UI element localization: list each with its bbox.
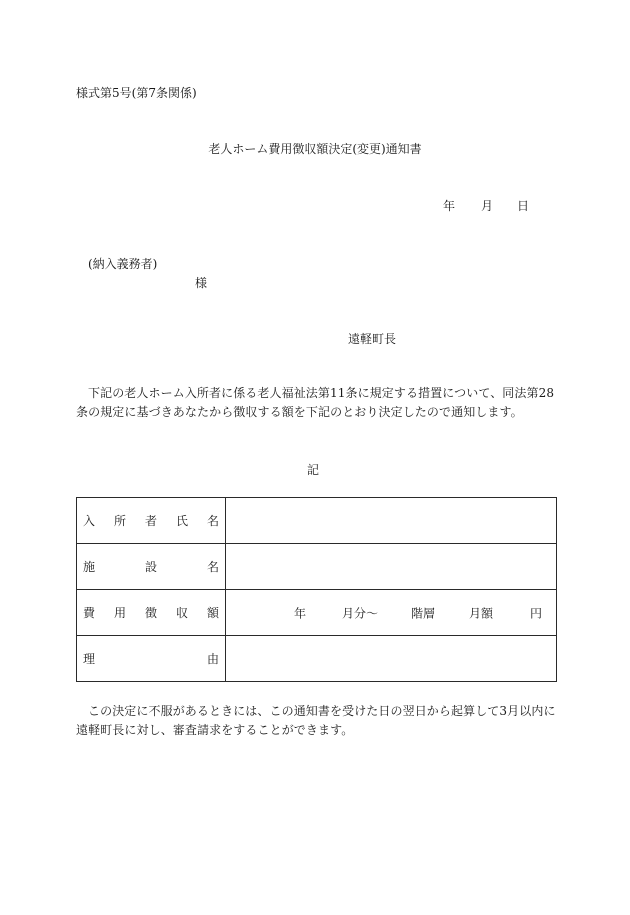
details-table — [76, 497, 557, 682]
label-char: 額 — [206, 606, 219, 620]
label-char: 者 — [144, 514, 157, 528]
label-char: 氏 — [175, 514, 188, 528]
label-char: 入 — [83, 514, 96, 528]
label-char: 名 — [206, 560, 219, 574]
label-char: 収 — [175, 606, 188, 620]
issuer-name: 遠軽町長 — [348, 332, 397, 346]
date-month-label: 月 — [481, 199, 494, 213]
table-row-resident-name — [77, 498, 557, 544]
table-row-facility-name — [77, 544, 557, 590]
date-day-label: 日 — [517, 199, 530, 213]
label-resident-name — [77, 498, 226, 544]
value-resident-name[interactable] — [226, 498, 557, 544]
label-char: 所 — [113, 514, 126, 528]
label-facility-name — [77, 544, 226, 590]
table-row-reason — [77, 636, 557, 682]
label-fee-amount — [77, 590, 226, 636]
label-reason — [77, 636, 226, 682]
fee-monthly-label: 月額 — [469, 606, 494, 620]
label-char: 費 — [83, 606, 96, 620]
payer-label: (納入義務者) — [88, 257, 158, 271]
form-number: 様式第5号(第7条関係) — [76, 86, 197, 100]
record-mark: 記 — [307, 463, 320, 477]
fee-yen-label: 円 — [530, 606, 543, 620]
document-title-text: 老人ホーム費用徴収額決定(変更)通知書 — [208, 142, 422, 156]
label-char: 施 — [83, 560, 96, 574]
body-paragraph: 下記の老人ホーム入所者に係る老人福祉法第11条に規定する措置について、同法第28条の規定に基づきあなたから徴収する額を下記のとおり決定したので通知します。 — [76, 386, 555, 419]
fee-month-from-label: 月分〜 — [342, 606, 379, 620]
label-char: 徴 — [144, 606, 157, 620]
label-char: 由 — [206, 652, 219, 666]
fee-floor-label: 階層 — [411, 606, 436, 620]
value-reason[interactable] — [226, 636, 557, 682]
honorific-sama: 様 — [195, 276, 208, 290]
appeal-notice-paragraph: この決定に不服があるときには、この通知書を受けた日の翌日から起算して3月以内に遠軽町長に対し、審査請求をすることができます。 — [76, 704, 556, 737]
label-char: 理 — [83, 652, 96, 666]
label-char: 設 — [144, 560, 157, 574]
value-facility-name[interactable] — [226, 544, 557, 590]
fee-year-label: 年 — [294, 606, 307, 620]
label-char: 名 — [206, 514, 219, 528]
date-year-label: 年 — [443, 199, 456, 213]
value-fee-amount[interactable] — [226, 590, 557, 636]
label-char: 用 — [113, 606, 126, 620]
document-title — [0, 140, 630, 157]
table-row-fee-amount — [77, 590, 557, 636]
